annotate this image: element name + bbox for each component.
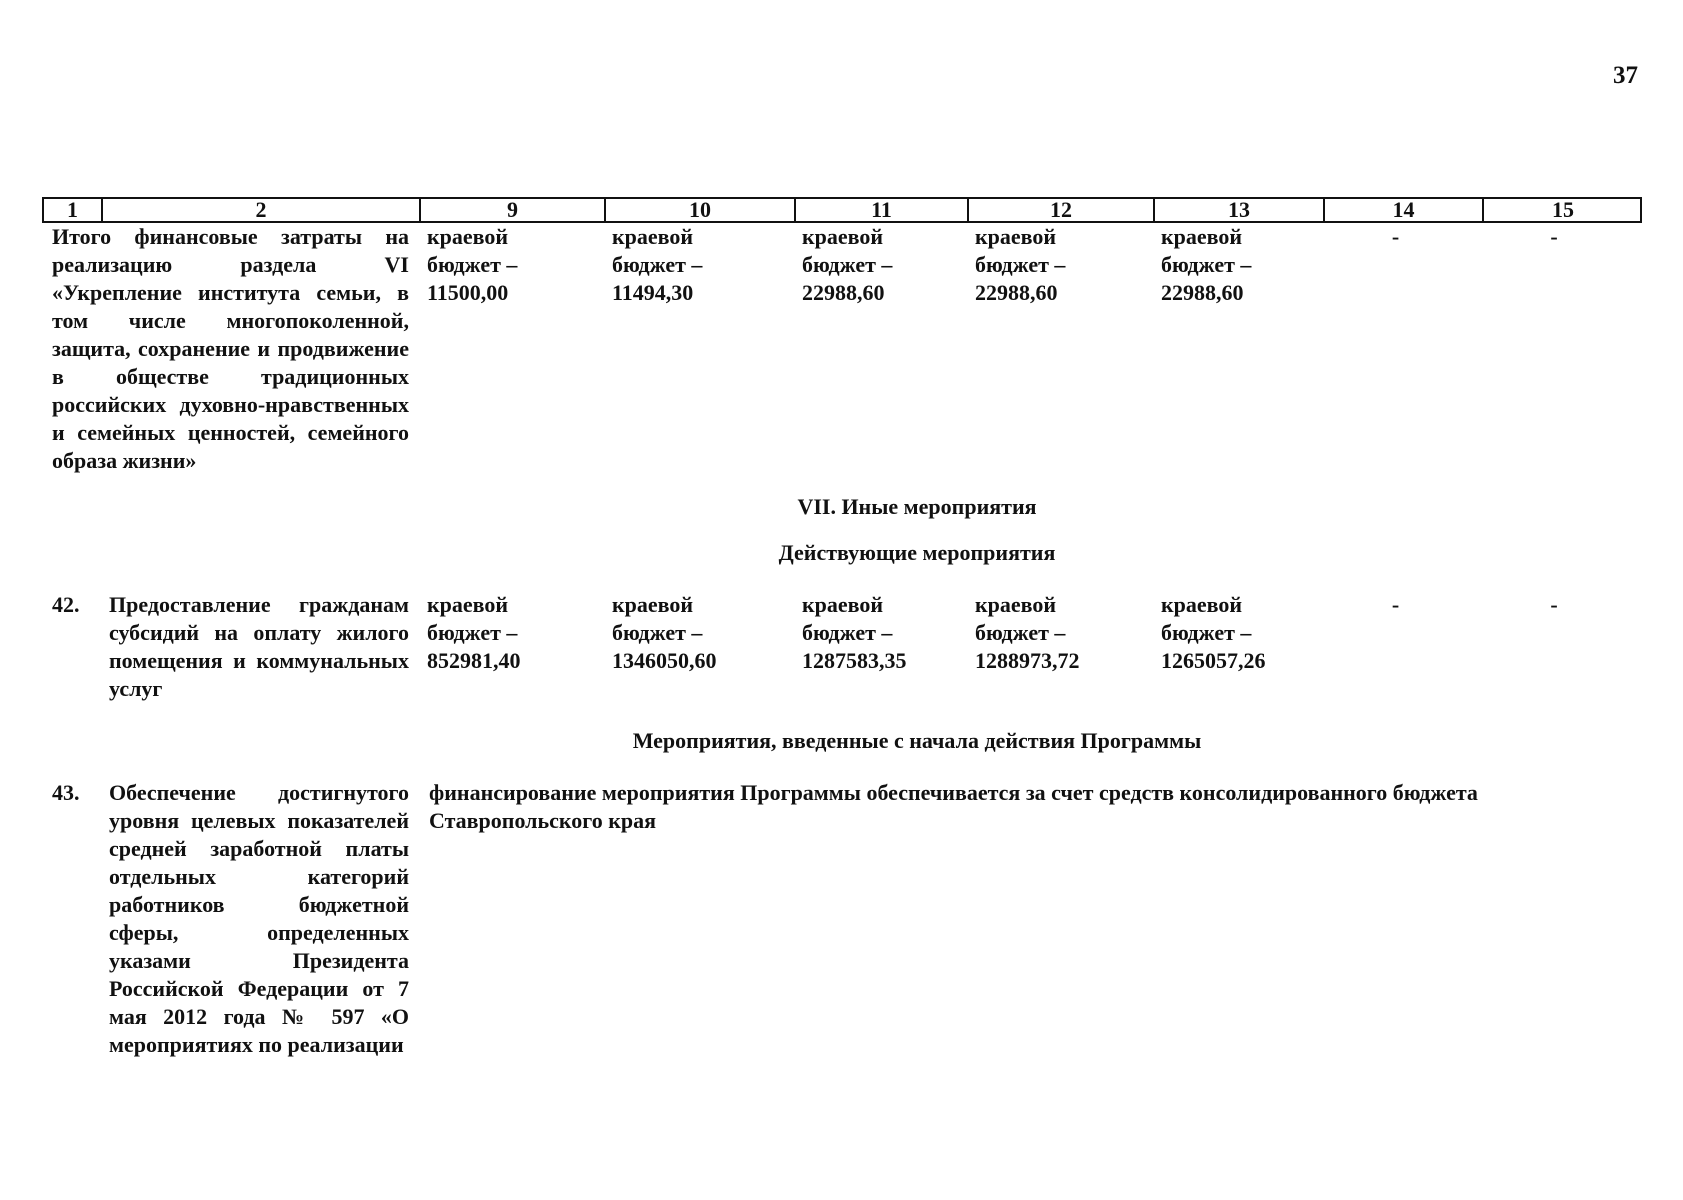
header-col-15: 15 xyxy=(1552,197,1574,222)
subsection-new: Мероприятия, введенные с начала действия Программы xyxy=(632,728,1202,753)
page-number: 37 xyxy=(1613,62,1638,89)
total-budget-col13: краевой бюджет – 22988,60 xyxy=(1161,224,1252,305)
row42-description: Предоставление гражданам субсидий на оплату жилого помещения и коммунальных услуг xyxy=(109,592,409,701)
row42-budget-col10: краевой бюджет – 1346050,60 xyxy=(612,592,717,673)
row42-budget-col11: краевой бюджет – 1287583,35 xyxy=(802,592,907,673)
row42-number: 42. xyxy=(52,592,80,617)
row43-number: 43. xyxy=(52,780,80,805)
total-col14: - xyxy=(1391,224,1400,249)
table-row-43 xyxy=(42,779,1642,1059)
section-title: VII. Иные мероприятия xyxy=(797,494,1037,519)
total-budget-col12: краевой бюджет – 22988,60 xyxy=(975,224,1066,305)
table-row-42 xyxy=(42,591,1642,703)
subsection-current: Действующие мероприятия xyxy=(778,540,1056,565)
total-budget-col9: краевой бюджет – 11500,00 xyxy=(427,224,518,305)
row43-financing-note: финансирование мероприятия Программы обеспечивается за счет средств консолидированного бюджета Ставропольского края xyxy=(429,780,1478,833)
row42-col14: - xyxy=(1391,592,1400,617)
row42-budget-col9: краевой бюджет – 852981,40 xyxy=(427,592,521,673)
header-col-9: 9 xyxy=(421,199,606,221)
header-col-2: 2 xyxy=(103,199,421,221)
header-col-12: 12 xyxy=(969,199,1155,221)
header-col-1: 1 xyxy=(44,199,103,221)
table-row-total xyxy=(42,223,1642,475)
header-col-11: 11 xyxy=(796,199,969,221)
total-budget-col10: краевой бюджет – 11494,30 xyxy=(612,224,703,305)
header-col-13: 13 xyxy=(1155,199,1325,221)
header-col-10: 10 xyxy=(606,199,796,221)
total-budget-col11: краевой бюджет – 22988,60 xyxy=(802,224,893,305)
row42-budget-col12: краевой бюджет – 1288973,72 xyxy=(975,592,1080,673)
total-col15: - xyxy=(1550,224,1558,249)
total-description: Итого финансовые затраты на реализацию раздела VI «Укрепление института семьи, в том числе многопоколенной, защита, сохранение и продвижение в обществе традиционных российских духовно-нравственных и семейных ценностей, семейного образа жизни» xyxy=(52,224,409,473)
row42-budget-col13: краевой бюджет – 1265057,26 xyxy=(1161,592,1266,673)
table-header-row xyxy=(42,197,1642,223)
row42-col15: - xyxy=(1550,592,1558,617)
row43-description: Обеспечение достигнутого уровня целевых показателей средней заработной платы отдельных категорий работников бюджетной сферы, определенных указами Президента Российской Федерации от 7 мая 2012 года № 597 «О мероприятиях по реализации xyxy=(109,780,409,1057)
header-col-14: 14 xyxy=(1325,199,1484,221)
document-table xyxy=(42,197,1642,1059)
